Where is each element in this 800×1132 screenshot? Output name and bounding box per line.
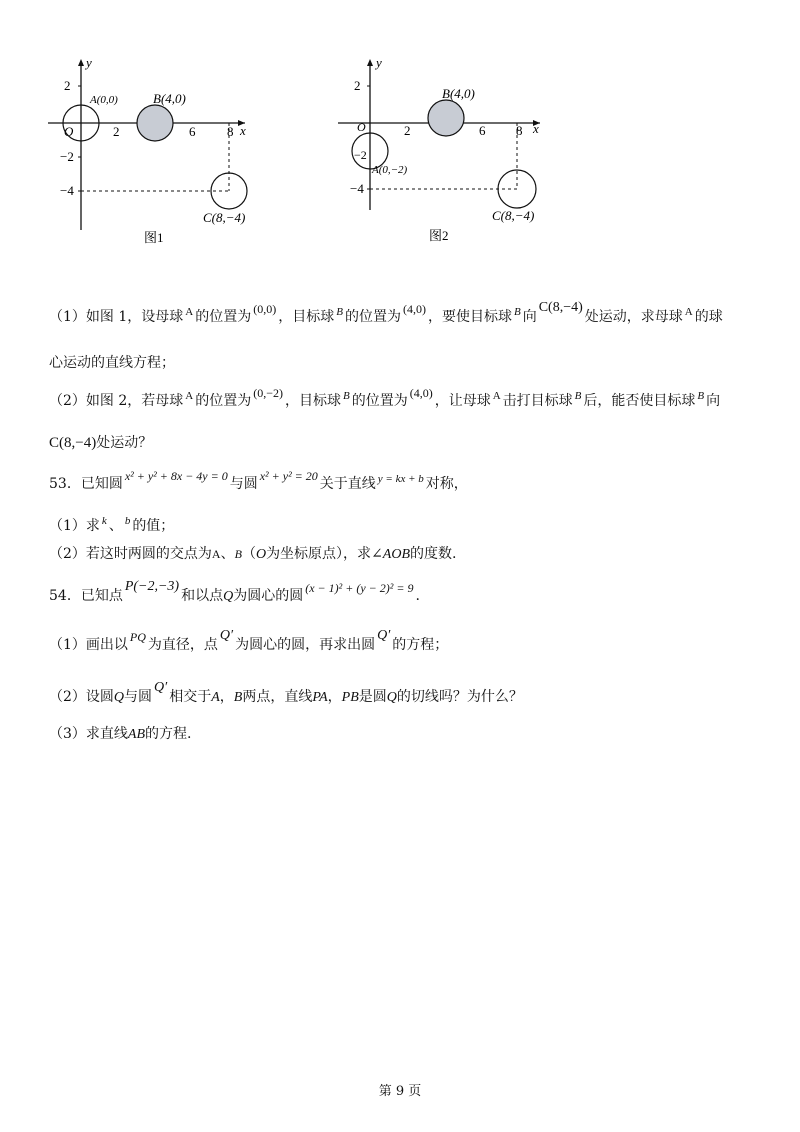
var-a: A bbox=[492, 390, 501, 402]
line-ab: AB bbox=[127, 727, 146, 742]
tick-y-2-label: 2 bbox=[354, 78, 361, 93]
text: 54．已知点 bbox=[49, 588, 123, 604]
pos-c: C(8,−4) bbox=[49, 435, 97, 451]
text: 向 bbox=[706, 393, 721, 409]
text: （1）求 bbox=[49, 518, 100, 534]
q54-stem bbox=[49, 579, 420, 605]
text: 对称， bbox=[425, 476, 468, 492]
figure-1-caption: 图1 bbox=[144, 230, 164, 245]
figure-2-caption: 图2 bbox=[429, 228, 449, 243]
line-pa: PA bbox=[312, 690, 328, 705]
q52-part1 bbox=[49, 300, 723, 326]
text: 的位置为 bbox=[195, 309, 252, 325]
label-b: B(4,0) bbox=[153, 91, 186, 106]
text: 关于直线 bbox=[319, 476, 376, 492]
text: 、 bbox=[108, 518, 123, 534]
text: ， bbox=[327, 689, 342, 705]
text: 的度数. bbox=[410, 546, 457, 562]
text: 处运动，求母球 bbox=[584, 309, 683, 325]
q52-part2 bbox=[49, 386, 721, 410]
y-axis-label: y bbox=[376, 55, 382, 70]
var-b: b bbox=[124, 515, 131, 527]
var-b: B bbox=[336, 306, 343, 318]
text: 、 bbox=[220, 546, 235, 562]
pos-b: (4,0) bbox=[409, 386, 433, 400]
q54-part2 bbox=[49, 680, 523, 706]
tick-y-neg4-label: −4 bbox=[350, 181, 364, 196]
var-b: B bbox=[697, 390, 705, 402]
var-a: A bbox=[211, 690, 220, 705]
line-pb: PB bbox=[341, 690, 359, 705]
text: 的位置为 bbox=[344, 309, 401, 325]
text: 后，能否使目标球 bbox=[583, 393, 696, 409]
q53-part2 bbox=[49, 543, 456, 563]
var-k: k bbox=[101, 515, 107, 527]
label-a: A(0,−2) bbox=[372, 164, 408, 176]
ball-b bbox=[137, 105, 173, 141]
var-a: A bbox=[684, 306, 693, 318]
text: （2）如图 2，若母球 bbox=[49, 393, 184, 409]
origin-label: O bbox=[357, 120, 366, 134]
text: 相交于 bbox=[169, 689, 212, 705]
q53-stem bbox=[49, 469, 468, 493]
pos-a: (0,−2) bbox=[253, 386, 283, 400]
text: 是圆 bbox=[358, 689, 387, 705]
line-eq: y = kx + b bbox=[377, 473, 424, 485]
tick-y-neg4-label: −4 bbox=[60, 183, 74, 198]
q54-part1 bbox=[49, 628, 449, 654]
text: （2）设圆 bbox=[49, 689, 114, 705]
figure-2-svg bbox=[330, 55, 560, 250]
text: ，要使目标球 bbox=[427, 309, 512, 325]
text: ，目标球 bbox=[278, 309, 335, 325]
var-b: B bbox=[233, 690, 243, 705]
tick-x-2-label: 2 bbox=[404, 123, 411, 138]
page-footer: 第 9 页 bbox=[378, 1084, 422, 1099]
text: （ bbox=[241, 546, 256, 562]
text: 为圆心的圆 bbox=[233, 588, 304, 604]
angle-aob: ∠AOB bbox=[371, 547, 411, 562]
tick-x-6-label: 6 bbox=[479, 123, 486, 138]
text: 与圆 bbox=[229, 476, 258, 492]
text: ，让母球 bbox=[434, 393, 491, 409]
q52-part2-cont bbox=[49, 432, 152, 452]
label-a: A(0,0) bbox=[90, 94, 118, 106]
text: 向 bbox=[522, 309, 537, 325]
origin-label: O bbox=[64, 124, 74, 139]
tick-x-2-label: 2 bbox=[113, 124, 120, 139]
text: ，目标球 bbox=[284, 393, 341, 409]
label-b: B(4,0) bbox=[442, 86, 475, 101]
tick-y-neg2-label: −2 bbox=[354, 148, 367, 162]
circle-eq: (x − 1)² + (y − 2)² = 9 bbox=[305, 581, 414, 595]
text: 心运动的直线方程； bbox=[49, 355, 175, 371]
text: 的位置为 bbox=[351, 393, 408, 409]
text: 53．已知圆 bbox=[49, 476, 123, 492]
pos-a: (0,0) bbox=[253, 302, 277, 316]
var-b: B bbox=[342, 390, 350, 402]
var-b: B bbox=[513, 306, 521, 318]
text: . bbox=[415, 588, 420, 604]
var-q-prime: Q′ bbox=[219, 628, 234, 643]
text: （1）画出以 bbox=[49, 637, 128, 653]
pos-c: C(8,−4) bbox=[538, 300, 583, 315]
text: 的方程； bbox=[392, 637, 449, 653]
var-q: Q bbox=[223, 589, 234, 604]
var-b: B bbox=[574, 390, 582, 402]
point-p: P(−2,−3) bbox=[124, 579, 180, 594]
x-axis-label: x bbox=[533, 121, 539, 136]
tick-x-6-label: 6 bbox=[189, 124, 196, 139]
var-b: B bbox=[234, 547, 242, 561]
text: 与圆 bbox=[124, 689, 153, 705]
y-axis-arrow bbox=[78, 59, 84, 66]
text: 处运动？ bbox=[96, 435, 153, 451]
x-axis-label: x bbox=[240, 123, 246, 138]
figure-1 bbox=[40, 55, 270, 250]
q53-part1 bbox=[49, 515, 174, 535]
y-axis-label: y bbox=[86, 55, 92, 70]
tick-y-neg2-label: −2 bbox=[60, 149, 74, 164]
figure-2 bbox=[330, 55, 560, 250]
text: 为直径，点 bbox=[147, 637, 218, 653]
var-q: Q bbox=[386, 690, 397, 705]
segment-pq: PQ bbox=[129, 630, 146, 644]
text: 为坐标原点），求 bbox=[266, 546, 372, 562]
text: 的球 bbox=[694, 309, 723, 325]
figure-1-svg bbox=[40, 55, 270, 250]
label-c: C(8,−4) bbox=[492, 208, 535, 223]
text: （2）若这时两圆的交点为 bbox=[49, 546, 212, 562]
var-a: A bbox=[185, 390, 194, 402]
text: ， bbox=[219, 689, 234, 705]
q54-part3 bbox=[49, 723, 191, 743]
text: 的值； bbox=[132, 518, 175, 534]
text: （1）如图 1，设母球 bbox=[49, 309, 184, 325]
var-o: O bbox=[255, 547, 267, 562]
y-axis-arrow bbox=[367, 59, 373, 66]
tick-x-8-label: 8 bbox=[227, 124, 234, 139]
label-c: C(8,−4) bbox=[203, 210, 246, 225]
tick-x-8-label: 8 bbox=[516, 123, 523, 138]
var-a: A bbox=[185, 306, 194, 318]
pos-b: (4,0) bbox=[402, 302, 426, 316]
ball-b bbox=[428, 100, 464, 136]
text: 的位置为 bbox=[195, 393, 252, 409]
circle-eq-1: x² + y² + 8x − 4y = 0 bbox=[124, 469, 228, 483]
text: 和以点 bbox=[181, 588, 224, 604]
text: 的方程. bbox=[145, 726, 192, 742]
var-a: A bbox=[211, 547, 221, 561]
var-q-prime: Q′ bbox=[154, 680, 168, 695]
tick-y-2-label: 2 bbox=[64, 78, 71, 93]
text: 的切线吗？为什么？ bbox=[396, 689, 523, 705]
text: 为圆心的圆，再求出圆 bbox=[235, 637, 376, 653]
text: 击打目标球 bbox=[502, 393, 573, 409]
text: 两点，直线 bbox=[242, 689, 313, 705]
circle-eq-2: x² + y² = 20 bbox=[259, 469, 318, 483]
var-q: Q bbox=[113, 690, 125, 705]
q52-part1-cont bbox=[49, 352, 175, 372]
var-q-prime: Q′ bbox=[377, 628, 391, 643]
text: （3）求直线 bbox=[49, 726, 128, 742]
